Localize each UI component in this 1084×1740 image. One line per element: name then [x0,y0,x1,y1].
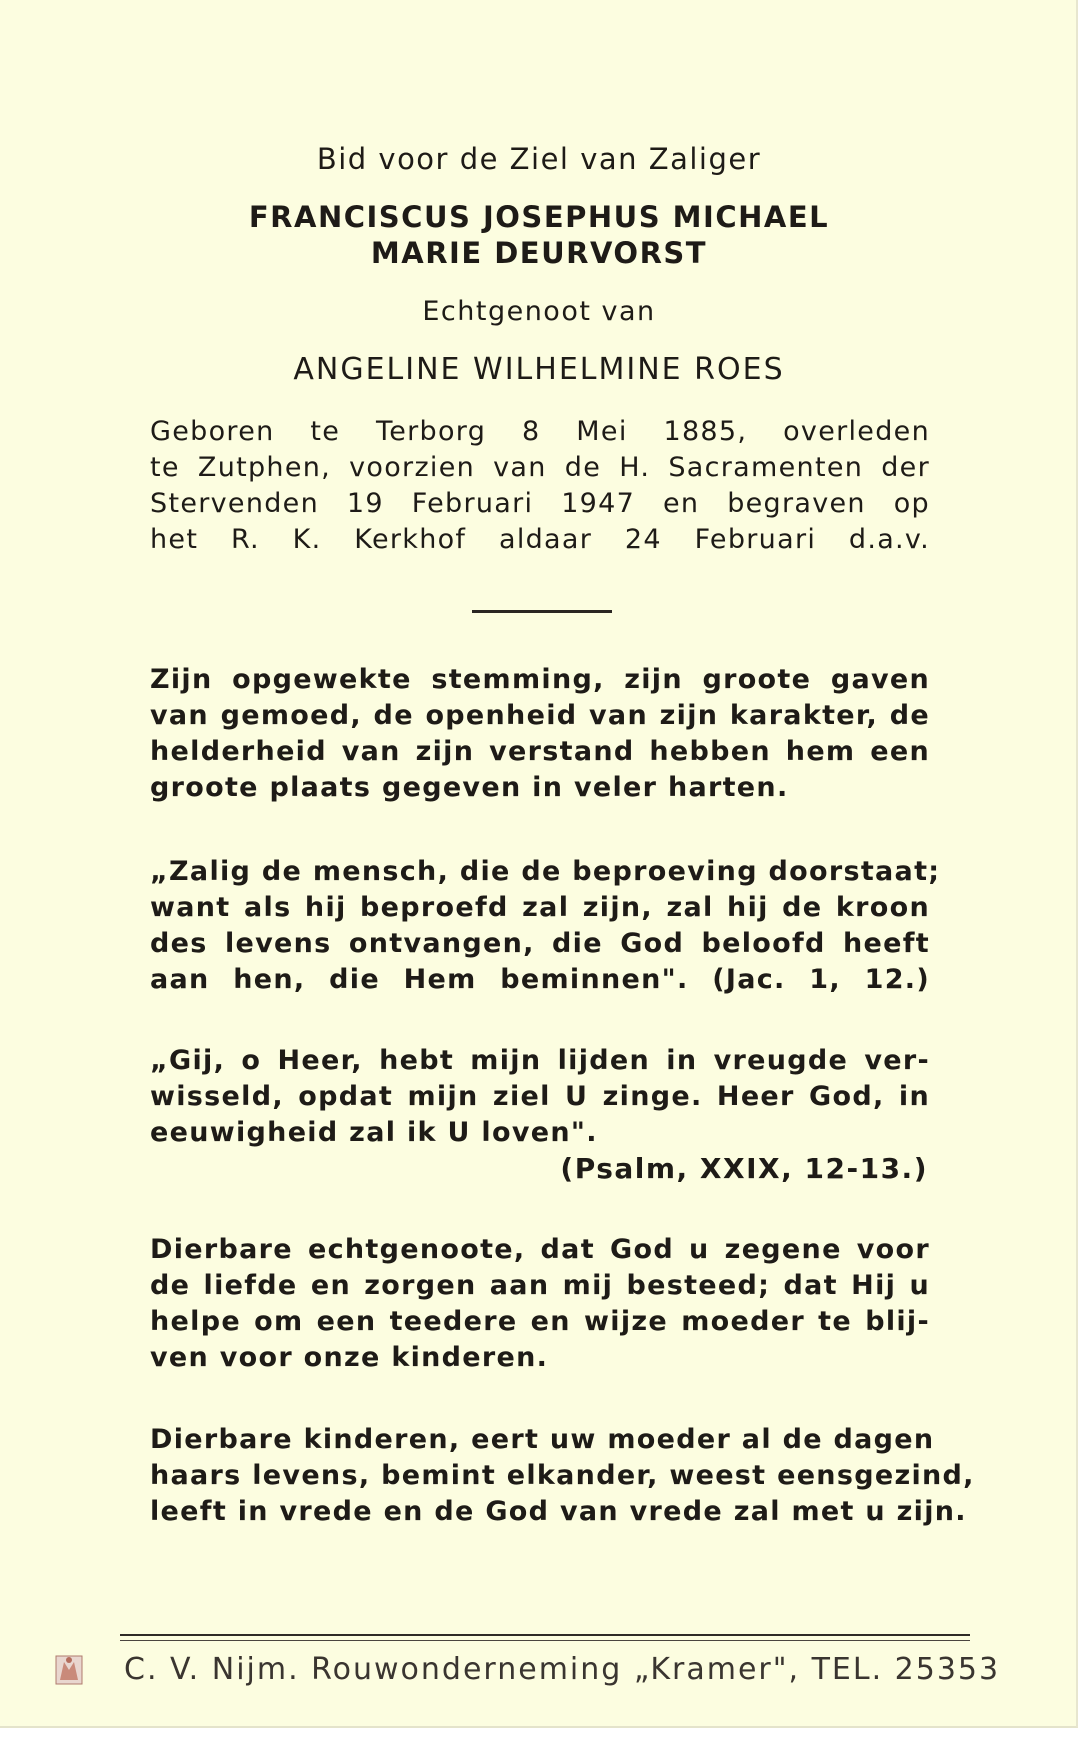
quote-line: „Zalig de mensch, die de beproeving doorstaat; [150,856,941,887]
quote-line: des levens ontvangen, die God beloofd heeft [150,928,930,959]
tribute-line: van gemoed, de openheid van zijn karakter, de [150,700,930,731]
spouse-label: Echtgenoot van [422,296,656,327]
deceased-name-line-1: FRANCISCUS JOSEPHUS MICHAEL [248,200,830,234]
deceased-name-line-2: MARIE DEURVORST [370,236,708,270]
bio-line: Stervenden 19 Februari 1947 en begraven op [150,488,930,519]
psalm-reference: (Psalm, XXIX, 12-13.) [560,1152,928,1185]
printer-credit: C. V. Nijm. Rouwonderneming „Kramer", TEL. 25353 [124,1652,1001,1687]
psalm-quote [150,1043,930,1151]
children-farewell [150,1422,975,1530]
farewell-line: haars levens, bemint elkander, weest eensgezind, [150,1460,975,1491]
bio-line: te Zutphen, voorzien van de H. Sacramenten der [150,452,930,483]
quote-line: eeuwigheid zal ik U loven". [150,1117,598,1148]
bio-line: Geboren te Terborg 8 Mei 1885, overleden [150,416,930,447]
footer-rule-bottom [120,1640,970,1641]
farewell-line: helpe om een teedere en wijze moeder te blij- [150,1306,930,1337]
intro-text: Bid voor de Ziel van Zaliger [316,142,762,176]
tribute-paragraph [150,662,930,806]
spouse-name: ANGELINE WILHELMINE ROES [293,352,785,387]
bible-quote-james [150,854,941,998]
quote-line: „Gij, o Heer, hebt mijn lijden in vreugde ver- [150,1045,930,1076]
quote-line: aan hen, die Hem beminnen". (Jac. 1, 12.) [150,964,930,995]
tribute-line: helderheid van zijn verstand hebben hem een [150,736,930,767]
bio-line: het R. K. Kerkhof aldaar 24 Februari d.a.v. [150,524,930,555]
tribute-line: Zijn opgewekte stemming, zijn groote gaven [150,664,930,695]
quote-line: want als hij beproefd zal zijn, zal hij de kroon [150,892,930,923]
farewell-line: de liefde en zorgen aan mij besteed; dat Hij u [150,1270,930,1301]
farewell-line: leeft in vrede en de God van vrede zal met u zijn. [150,1496,967,1527]
farewell-line: ven voor onze kinderen. [150,1342,549,1373]
quote-line: wisseld, opdat mijn ziel U zinge. Heer God, in [150,1081,930,1112]
divider [472,610,612,613]
biography [150,414,930,558]
tribute-line: groote plaats gegeven in veler harten. [150,772,789,803]
farewell-line: Dierbare kinderen, eert uw moeder al de dagen [150,1424,935,1455]
farewell-line: Dierbare echtgenoote, dat God u zegene voor [150,1234,930,1265]
spouse-farewell [150,1232,930,1376]
printer-logo-icon [50,1650,88,1690]
footer-rule-top [120,1634,970,1636]
